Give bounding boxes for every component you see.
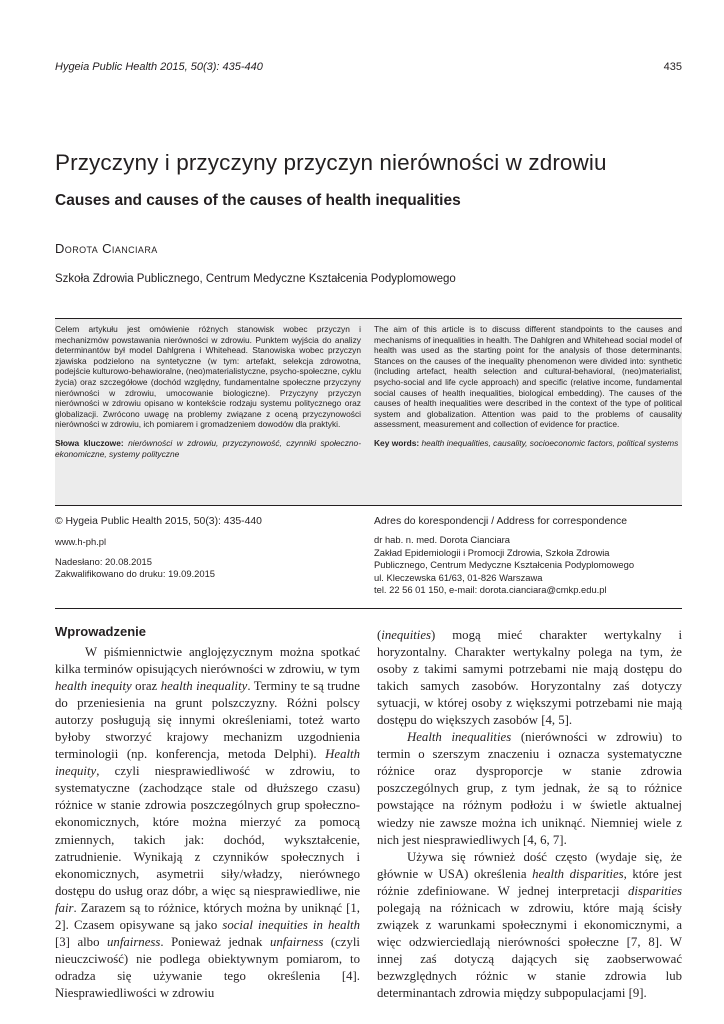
body-paragraph: Używa się również dość często (wydaje się, że głównie w USA) określenia health disparities, które jest różnie zdefiniowane. W jednej interpretacji disparities polegają na różnicach w zdrowiu, które mają ścisły związek z warunkami społecznymi i ekonomicznymi, a więc odzwierciedlają nierówności społeczne [7, 8]. W innej zaś dotyczą dających się zaobserwować bezwzględnych różnic w stanie zdrowia lub determinantach zdrowia między subpopulacjami [9].: [377, 849, 682, 1000]
journal-url[interactable]: www.h-ph.pl: [55, 536, 107, 548]
body-column-left: [55, 644, 360, 1002]
correspondence-heading: Adres do korespondencji / Address for correspondence: [374, 516, 627, 527]
correspondence-line: dr hab. n. med. Dorota Cianciara: [374, 534, 511, 546]
correspondence-email[interactable]: tel. 22 56 01 150, e-mail: dorota.cianciara@cmkp.edu.pl: [374, 584, 607, 596]
received-date: Nadesłano: 20.08.2015: [55, 555, 152, 567]
author: Dorota Cianciara: [55, 241, 158, 256]
correspondence-line: Zakład Epidemiologii i Promocji Zdrowia, Szkoła Zdrowia: [374, 546, 610, 558]
correspondence: [374, 516, 694, 596]
section-heading: Wprowadzenie: [55, 624, 147, 639]
abstract-english-text: The aim of this article is to discuss different standpoints to the causes and mechanisms of inequalities in health. The Dahlgren and Whitehead social model of health was used as the starting point for the analysis of those determinants. Stances on the causes of the inequality phenomenon were divided into: synthetic (including artefact, health selection and cultural-behavioral, (neo)materialist, psycho-social and life cycle approach) and specific (relative income, fundamental social causes of health inequalities, biological embedding). The causes of the causes of health inequalities were described in the context of the type of political system and globalization. Attention was paid to the problems of causality assessment, measurement and collection of evidence for practice.: [374, 324, 682, 430]
abstract-english: [374, 324, 682, 449]
affiliation: Szkoła Zdrowia Publicznego, Centrum Medyczne Kształcenia Podyplomowego: [55, 273, 456, 285]
abstract-box: [55, 318, 682, 506]
copyright: © Hygeia Public Health 2015, 50(3): 435-440: [55, 516, 262, 527]
publication-info: [55, 516, 355, 581]
title-english: Causes and causes of the causes of health inequalities: [55, 192, 461, 209]
abstract-polish: [55, 324, 361, 459]
keywords-english: [374, 438, 682, 449]
keywords-polish: [55, 438, 361, 459]
divider: [55, 608, 682, 609]
correspondence-line: Publicznego, Centrum Medyczne Kształcenia Podyplomowego: [374, 559, 635, 571]
body-paragraph: (inequities) mogą mieć charakter wertykalny i horyzontalny. Charakter wertykalny polega na tym, że osoby z takimi samymi potrzebami nie mają dostępu do takich samych zasobów. Horyzontalny zaś dotyczy sytuacji, w której osoby z większymi potrzebami nie mają dostępu do większych zasobów [4, 5].: [377, 628, 682, 728]
abstract-polish-text: Celem artykułu jest omówienie różnych stanowisk wobec przyczyn i mechanizmów powstawania nierówności w zdrowiu. Punktem wyjścia do analizy determinantów był model Dahlgrena i Whitehead. Stanowiska wobec przyczyn zjawiska podzielono na syntetyczne (w tym: artefakt, selekcja zdrowotna, podejście kulturowo-behawioralne, (neo)materialistyczne, psycho-społeczne, cyklu życia) oraz szczegółowe (dochód względny, fundamentalne społeczne przyczyny nierówności w zdrowiu, umocowanie biologiczne). Przyczyny przyczyn nierówności w zdrowiu opisano w kontekście rodzaju systemu politycznego oraz globalizacji. Zwrócono uwagę na problemy związane z oceną przyczynowości nierówności w zdrowiu, ich pomiarem i gromadzeniem dowodów dla praktyki.: [55, 324, 361, 430]
page-number: 435: [663, 61, 682, 73]
accepted-date: Zakwalifikowano do druku: 19.09.2015: [55, 568, 215, 580]
keywords-english-label: Key words:: [374, 437, 420, 448]
body-paragraph: Health inequalities (nierówności w zdrowiu) to termin o szerszym znaczeniu i oznacza systematyczne różnice oraz dysproporcje w stanie zdrowia poszczególnych grup, z tym jednak, że są to różnice powstające na różnym podłożu i w świetle aktualnej wiedzy nie zawsze można ich uniknąć. Niemniej wiele z nich jest niesprawiedliwych [4, 6, 7].: [377, 730, 682, 847]
body-column-right: [377, 627, 682, 1002]
correspondence-line: ul. Kleczewska 61/63, 01-826 Warszawa: [374, 571, 543, 583]
keywords-polish-label: Słowa kluczowe:: [55, 437, 124, 448]
body-paragraph: W piśmiennictwie anglojęzycznym można spotkać kilka terminów opisujących nierówności w zdrowiu, w tym health inequity oraz health inequality. Terminy te są trudne do przeniesienia na grunt polszczyzny. Różni polscy autorzy posługują się innymi określeniami, toteż warto byłoby stworzyć krajowy mechanizm uzgodnienia terminologii (np. konferencja, metoda Delphi). Health inequity, czyli niesprawiedliwość w zdrowiu, to systematyczne (zachodzące stale od dłuższego czasu) różnice w stanie zdrowia poszczególnych grup społeczno-ekonomicznych, które można mierzyć za pomocą zmiennych, takich jak: dochód, wykształcenie, zatrudnienie. Wynikają z czynników społecznych i ekonomicznych, asymetrii siły/władzy, nierównego dostępu do usług oraz dóbr, a więc są niesprawiedliwe, nie fair. Zarazem są to różnice, których można by uniknąć [1, 2]. Czasem opisywane są jako social inequities in health [3] albo unfairness. Ponieważ jednak unfairness (czyli nieuczciwość) nie podlega obiektywnym pomiarom, to odradza się używanie tego określenia [4]. Niesprawiedliwości w zdrowiu: [55, 645, 360, 1000]
keywords-english-text: health inequalities, causality, socioeconomic factors, political systems: [421, 437, 679, 448]
running-head: Hygeia Public Health 2015, 50(3): 435-440: [55, 61, 263, 73]
keywords-polish-text: nierówności w zdrowiu, przyczynowość, czynniki społeczno-ekonomiczne, systemy polityczne: [55, 437, 361, 459]
title-polish: Przyczyny i przyczyny przyczyn nierówności w zdrowiu: [55, 150, 607, 175]
